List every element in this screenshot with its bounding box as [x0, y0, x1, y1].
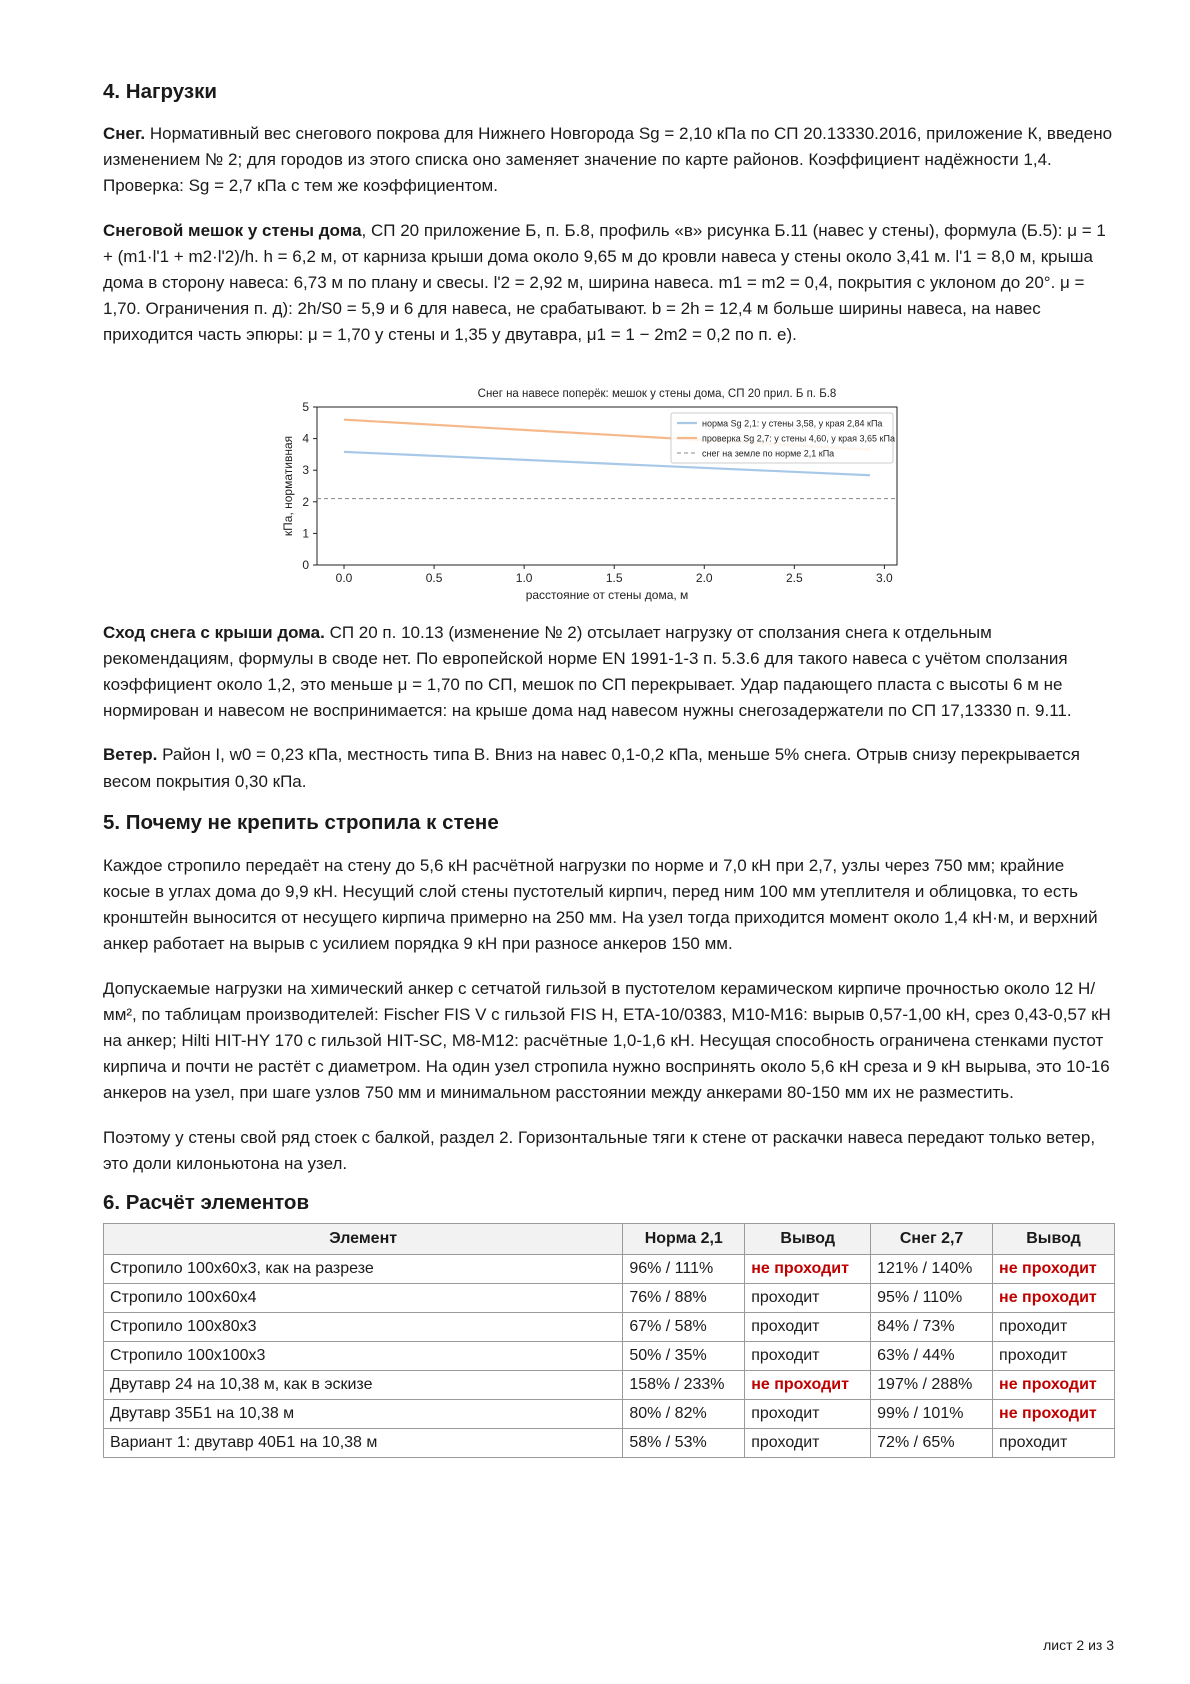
x-tick-label: 0.5	[425, 570, 443, 585]
cell-norm: 96% / 111%	[623, 1255, 745, 1284]
chart-x-label: расстояние от стены дома, м	[525, 587, 689, 602]
cell-result-norm: проходит	[745, 1400, 871, 1429]
cell-norm: 76% / 88%	[623, 1284, 745, 1313]
cell-element: Стропило 100х60х3, как на разрезе	[104, 1255, 623, 1284]
cell-result-norm: проходит	[745, 1284, 871, 1313]
table-row	[104, 1255, 1115, 1284]
header-element: Элемент	[104, 1224, 623, 1255]
header-snow: Снег 2,7	[871, 1224, 993, 1255]
snow-bag-paragraph	[103, 218, 1115, 349]
cell-norm: 58% / 53%	[623, 1429, 745, 1458]
cell-snow: 72% / 65%	[871, 1429, 993, 1458]
cell-element: Стропило 100х80х3	[104, 1313, 623, 1342]
y-tick-label: 2	[302, 494, 309, 509]
table-row	[104, 1284, 1115, 1313]
wind-label: Ветер.	[103, 745, 158, 765]
snow-bag-label: Снеговой мешок у стены дома	[103, 220, 362, 240]
legend-label-1: норма Sg 2,1: у стены 3,58, у края 2,84 кПа	[702, 418, 883, 429]
cell-element: Стропило 100х60х4	[104, 1284, 623, 1313]
elements-table	[103, 1223, 1115, 1458]
cell-result-norm: проходит	[745, 1342, 871, 1371]
cell-norm: 158% / 233%	[623, 1371, 745, 1400]
section-6-title: 6. Расчёт элементов	[103, 1191, 310, 1215]
wind-paragraph	[103, 742, 1115, 794]
cell-result-snow: проходит	[993, 1313, 1115, 1342]
cell-result-norm: не проходит	[745, 1255, 871, 1284]
snow-text: Нормативный вес снегового покрова для Нижнего Новгорода Sg = 2,10 кПа по СП 20.13330.2016, приложение К, введено изменением № 2; для городов из этого списка оно заменяет значение по карте районов. Коэффициент надёжности 1,4. Проверка: Sg = 2,7 кПа с тем же коэффициентом.	[103, 124, 1113, 196]
table-row	[104, 1400, 1115, 1429]
cell-element: Двутавр 24 на 10,38 м, как в эскизе	[104, 1371, 623, 1400]
cell-snow: 197% / 288%	[871, 1371, 993, 1400]
x-tick-label: 2.5	[785, 570, 803, 585]
table-row	[104, 1342, 1115, 1371]
legend-label-2: проверка Sg 2,7: у стены 4,60, у края 3,65 кПа	[702, 433, 895, 444]
cell-result-norm: проходит	[745, 1313, 871, 1342]
cell-result-snow: не проходит	[993, 1400, 1115, 1429]
x-tick-label: 1.5	[605, 570, 623, 585]
cell-norm: 50% / 35%	[623, 1342, 745, 1371]
section-5-paragraph-3: Поэтому у стены свой ряд стоек с балкой, раздел 2. Горизонтальные тяги к стене от раскачки навеса передают только ветер, это доли килоньютона на узел.	[103, 1127, 1096, 1173]
wind-text: Район I, w0 = 0,23 кПа, местность типа В. Вниз на навес 0,1-0,2 кПа, меньше 5% снега. Отрыв снизу перекрывается весом покрытия 0,30 кПа.	[103, 745, 1080, 791]
cell-result-snow: не проходит	[993, 1371, 1115, 1400]
cell-result-snow: не проходит	[993, 1255, 1115, 1284]
cell-element: Вариант 1: двутавр 40Б1 на 10,38 м	[104, 1429, 623, 1458]
header-result-norm: Вывод	[745, 1224, 871, 1255]
cell-result-snow: проходит	[993, 1342, 1115, 1371]
y-tick-label: 1	[302, 526, 309, 541]
table-row	[104, 1313, 1115, 1342]
snow-slide-paragraph	[103, 620, 1115, 725]
header-norm: Норма 2,1	[623, 1224, 745, 1255]
cell-norm: 80% / 82%	[623, 1400, 745, 1429]
section-5-paragraph-2: Допускаемые нагрузки на химический анкер с сетчатой гильзой в пустотелом керамическом кирпиче прочностью около 12 Н/мм², по таблицам производителей: Fischer FIS V с гильзой FIS H, ETA-10/0383, M10-M16: вырыв 0,57-1,00 кН, срез 0,43-0,57 кН на анкер; Hilti HIT-HY 170 с гильзой HIT-SC, M8-M12: расчётные 1,0-1,6 кН. Несущая способность ограничена стенками пустот кирпича и почти не растёт с диаметром. На один узел стропила нужно воспринять около 5,6 кН среза и 9 кН вырыва, это 10-16 анкеров на узел, при шаге узлов 750 мм и минимальном расстоянии между анкерами 80-150 мм их не разместить.	[103, 978, 1111, 1103]
chart-title: Снег на навесе поперёк: мешок у стены дома, СП 20 прил. Б п. Б.8	[477, 387, 837, 400]
table-header-row	[104, 1224, 1115, 1255]
table-row	[104, 1371, 1115, 1400]
section-5-paragraph-1: Каждое стропило передаёт на стену до 5,6 кН расчётной нагрузки по норме и 7,0 кН при 2,7, узлы через 750 мм; крайние косые в углах дома до 9,9 кН. Несущий слой стены пустотелый кирпич, перед ним 100 мм утеплителя и облицовка, то есть кронштейн выносится от несущего кирпича примерно на 250 мм. На узел тогда приходится момент около 1,4 кН·м, и верхний анкер работает на вырыв с усилием порядка 9 кН при разносе анкеров 150 мм.	[103, 855, 1098, 954]
y-tick-label: 4	[302, 431, 309, 446]
y-tick-label: 5	[302, 399, 309, 414]
x-tick-label: 3.0	[876, 570, 893, 585]
cell-element: Стропило 100х100х3	[104, 1342, 623, 1371]
cell-result-snow: не проходит	[993, 1284, 1115, 1313]
legend-label-3: снег на земле по норме 2,1 кПа	[702, 448, 835, 459]
x-tick-label: 0.0	[335, 570, 353, 585]
chart-y-label: кПа, нормативная	[281, 435, 295, 536]
snow-bag-text: , СП 20 приложение Б, п. Б.8, профиль «в» рисунка Б.11 (навес у стены), формула (Б.5): μ = 1 + (m1·l'1 + m2·l'2)/h. h = 6,2 м, от карниза крыши дома около 9,65 м до кровли навеса у стены около 3,41 м. l'1 = 8,0 м, крыша дома в сторону навеса: 6,73 м по плану и свесы. l'2 = 2,92 м, ширина навеса. m1 = m2 = 0,4, покрытия с уклоном до 20°. μ = 1,70. Ограничения п. д): 2h/S0 = 5,9 и 6 для навеса, не срабатывают. b = 2h = 12,4 м больше ширины навеса, на навес приходится часть эпюры: μ = 1,70 у стены и 1,35 у двутавра, μ1 = 1 − 2m2 = 0,2 по п. е).	[103, 220, 1106, 345]
snow-chart	[271, 387, 947, 602]
cell-element: Двутавр 35Б1 на 10,38 м	[104, 1400, 623, 1429]
cell-snow: 99% / 101%	[871, 1400, 993, 1429]
snow-label: Снег.	[103, 124, 146, 143]
page-number: лист 2 из 3	[1043, 1637, 1114, 1653]
cell-result-snow: проходит	[993, 1429, 1115, 1458]
header-result-snow: Вывод	[993, 1224, 1115, 1255]
cell-snow: 84% / 73%	[871, 1313, 993, 1342]
cell-snow: 121% / 140%	[871, 1255, 993, 1284]
cell-result-norm: не проходит	[745, 1371, 871, 1400]
snow-chart-svg	[271, 387, 947, 602]
cell-snow: 95% / 110%	[871, 1284, 993, 1313]
snow-slide-label: Сход снега с крыши дома.	[103, 622, 325, 642]
y-tick-label: 0	[302, 557, 309, 572]
y-tick-label: 3	[302, 462, 309, 477]
cell-result-norm: проходит	[745, 1429, 871, 1458]
x-tick-label: 2.0	[695, 570, 713, 585]
snow-paragraph	[103, 121, 1115, 200]
table-row	[104, 1429, 1115, 1458]
page-content	[103, 78, 1115, 1458]
cell-norm: 67% / 58%	[623, 1313, 745, 1342]
cell-snow: 63% / 44%	[871, 1342, 993, 1371]
section-4-title: 4. Нагрузки	[103, 80, 217, 103]
x-tick-label: 1.0	[515, 570, 533, 585]
section-5-title: 5. Почему не крепить стропила к стене	[103, 810, 499, 834]
snow-slide-text: СП 20 п. 10.13 (изменение № 2) отсылает нагрузку от сползания снега к отдельным рекомендациям, формулы в своде нет. По европейской норме EN 1991-1-3 п. 5.3.6 для такого навеса с учётом сползания коэффициент около 1,2, это меньше μ = 1,70 по СП, мешок по СП перекрывает. Удар падающего пласта с высоты 6 м не нормирован и навесом не воспринимается: на крыше дома над навесом нужны снегозадержатели по СП 17,13330 п. 9.11.	[103, 622, 1072, 721]
